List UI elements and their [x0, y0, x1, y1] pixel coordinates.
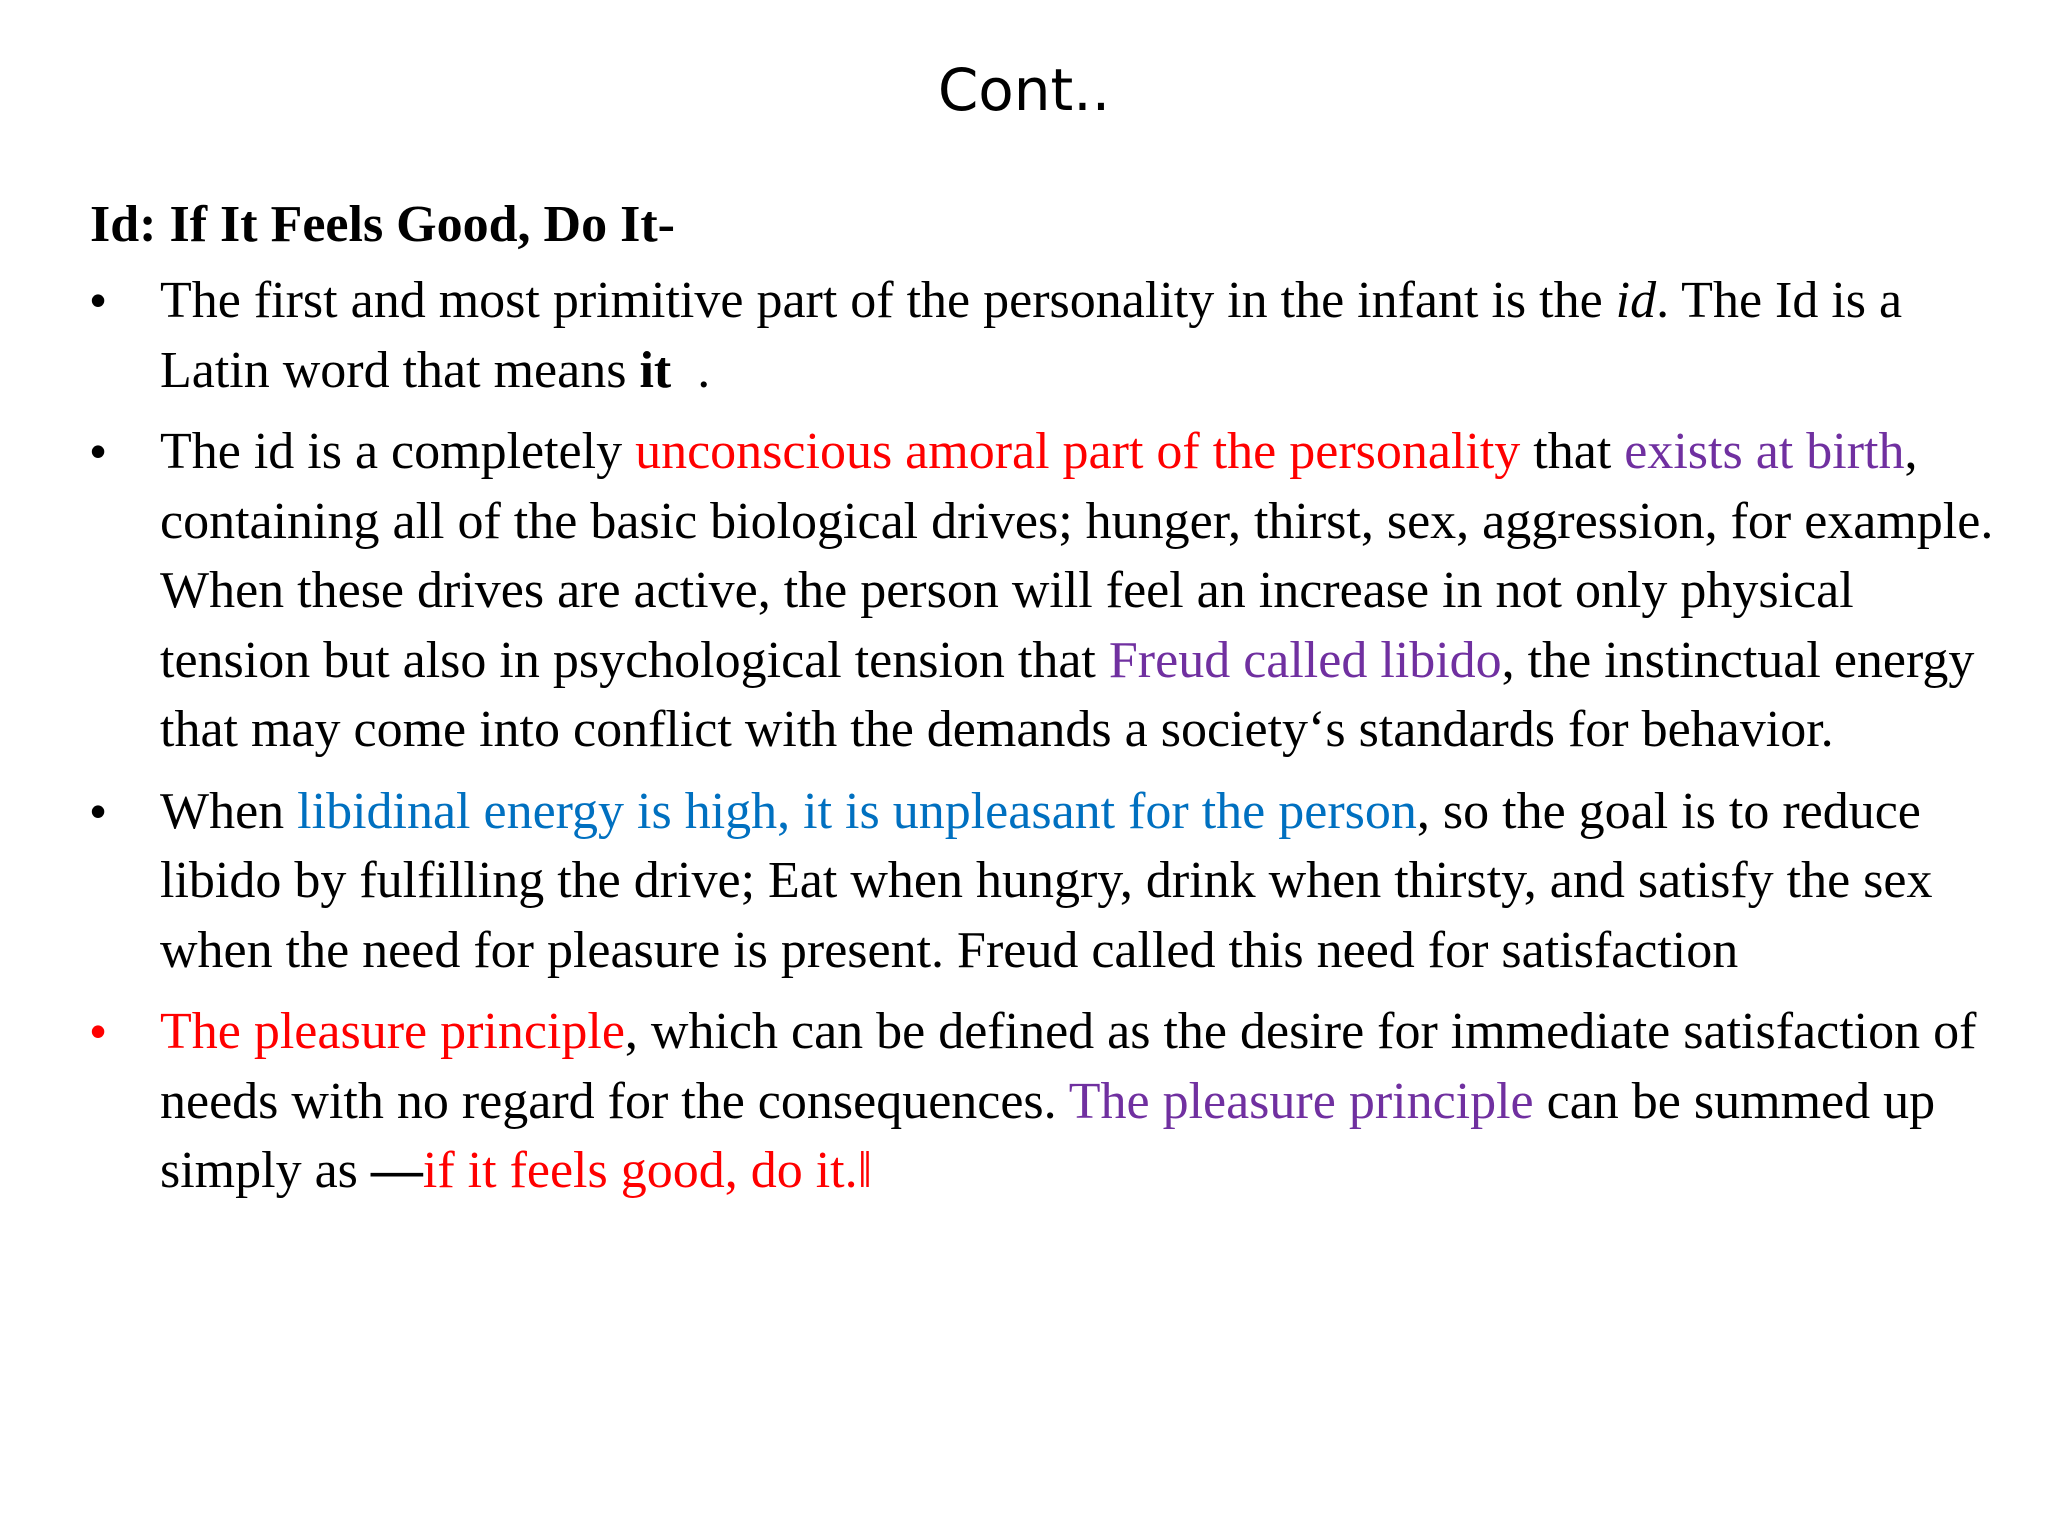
bullet-item-4	[90, 997, 2010, 1206]
bullet-marker: •	[90, 425, 107, 477]
text-segment-red: unconscious amoral part of the personality	[635, 423, 1521, 480]
text-segment-purple: The pleasure principle	[1068, 1072, 1534, 1130]
text-segment: , containing all of the basic biological drives; hunger, thirst, sex, aggression, for example. When these drives are active, the person will feel an increase in not only physical tension but also in psychological tension that	[160, 423, 1994, 689]
text-segment: , so the goal is to reduce libido by fulfilling the drive; Eat when hungry, drink when thirsty, and satisfy the sex when the need for pleasure is present. Freud called this need for satisfaction	[160, 782, 1933, 979]
bullet-marker: •	[90, 784, 107, 837]
text-segment-purple: exists at birth	[1624, 423, 1905, 480]
text-segment: .	[671, 341, 711, 399]
bullet-marker: •	[90, 274, 107, 326]
text-segment: The id is a completely	[160, 423, 636, 480]
bullet-item-3	[90, 777, 2010, 986]
bullet-item-2	[90, 417, 2010, 765]
text-segment-red: if it feels good, do it.‖	[422, 1142, 873, 1199]
text-segment-bold: ―	[370, 1142, 423, 1199]
text-segment: When	[160, 782, 298, 840]
text-segment: can be summed up simply as	[160, 1072, 1936, 1199]
text-segment: , which can be defined as the desire for immediate satisfaction of needs with no regard for the consequences.	[160, 1003, 1977, 1130]
text-segment: , the instinctual energy that may come into conflict with the demands a society‘s standards for behavior.	[160, 631, 1975, 758]
text-segment-italic: id	[1615, 272, 1657, 329]
text-segment-red: The pleasure principle	[160, 1003, 625, 1060]
text-segment-blue: libidinal energy is high, it is unpleasant for the person	[297, 782, 1417, 840]
text-segment-bold: it	[639, 341, 672, 399]
slide-body	[90, 190, 2010, 1218]
bullet-text	[160, 423, 1993, 758]
section-heading: Id: If It Feels Good, Do It-	[90, 196, 675, 253]
bullet-text	[160, 1003, 1976, 1199]
text-segment: that	[1520, 423, 1625, 480]
text-segment: . The Id is a Latin word that means	[160, 272, 1903, 399]
bullet-item-1	[90, 266, 2010, 405]
text-segment: The first and most primitive part of the personality in the infant is the	[160, 272, 1616, 329]
bullet-text	[160, 272, 1902, 399]
slide-title: Cont..	[937, 56, 1111, 124]
bullet-marker: •	[90, 1005, 107, 1057]
bullet-list	[90, 266, 2010, 1206]
bullet-text	[160, 783, 1933, 979]
text-segment-purple: Freud called libido	[1108, 631, 1502, 689]
